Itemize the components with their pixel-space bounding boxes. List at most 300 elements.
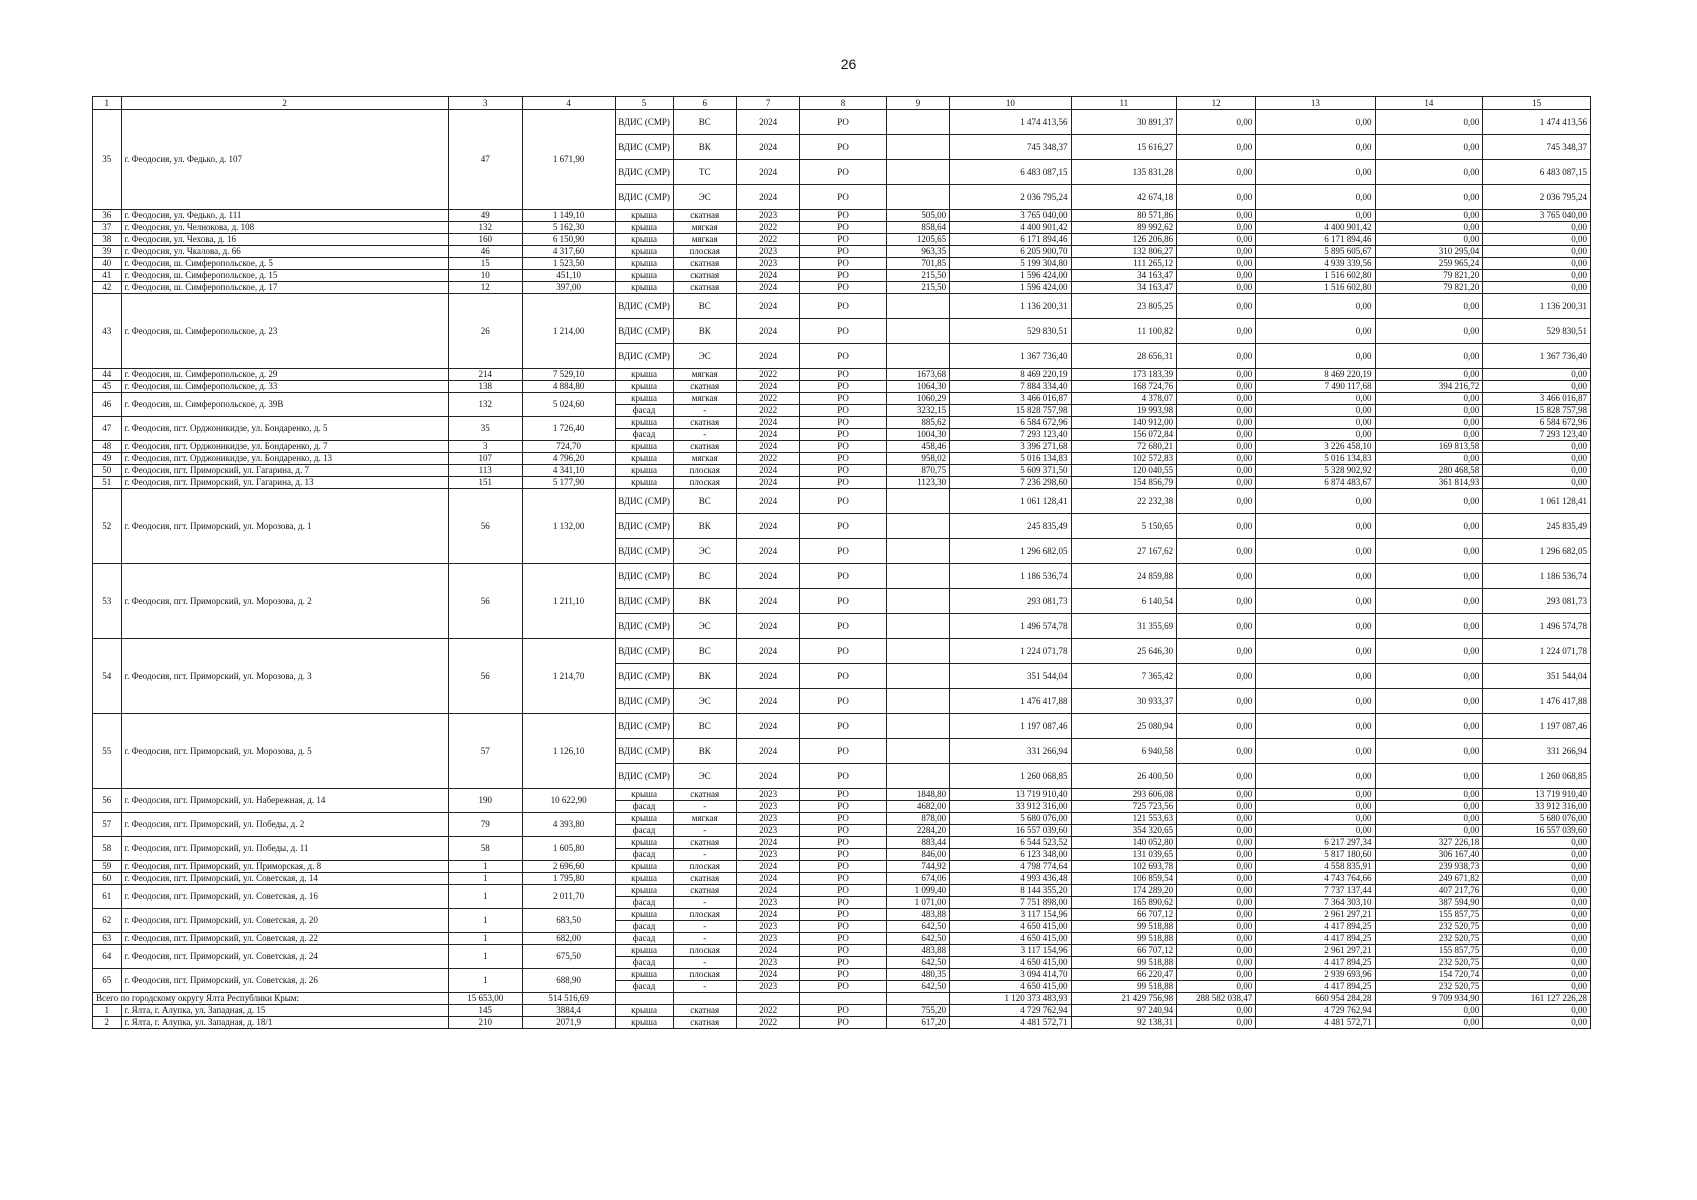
cost-cell: 1 596 424,00	[950, 282, 1071, 294]
regional-cell: 4 729 762,94	[1256, 1005, 1375, 1017]
cost-cell: 7 884 334,40	[950, 381, 1071, 393]
budget-cell: 0,00	[1177, 589, 1256, 614]
owners-cell: 0,00	[1483, 897, 1591, 909]
regional-cell: 4 400 901,42	[1256, 222, 1375, 234]
regional-cell: 0,00	[1256, 489, 1375, 514]
row-number-cell: 53	[93, 564, 122, 639]
year-cell: 2024	[736, 664, 799, 689]
fund-cell: 6 140,54	[1071, 589, 1177, 614]
budget-cell: 0,00	[1177, 210, 1256, 222]
regional-cell: 2 961 297,21	[1256, 909, 1375, 921]
type-cell: -	[673, 405, 736, 417]
address-cell: г. Феодосия, ш. Симферопольское, д. 33	[121, 381, 448, 393]
local-cell: 79 821,20	[1375, 282, 1483, 294]
area-cell: 2 011,70	[522, 885, 615, 909]
row-number-cell: 61	[93, 885, 122, 909]
volume-cell	[886, 539, 949, 564]
year-cell: 2023	[736, 933, 799, 945]
fund-cell: 23 805,25	[1071, 294, 1177, 319]
cost-cell: 15 828 757,98	[950, 405, 1071, 417]
row-number-cell: 62	[93, 909, 122, 933]
volume-cell: 883,44	[886, 837, 949, 849]
volume-cell: 963,35	[886, 246, 949, 258]
volume-cell: 958,02	[886, 453, 949, 465]
local-cell: 0,00	[1375, 417, 1483, 429]
element-cell: крыша	[615, 453, 673, 465]
cost-cell: 5 016 134,83	[950, 453, 1071, 465]
volume-cell	[886, 344, 949, 369]
local-cell: 232 520,75	[1375, 981, 1483, 993]
type-cell: мягкая	[673, 453, 736, 465]
table-row	[93, 282, 1591, 294]
table-row	[93, 945, 1591, 957]
year-cell: 2024	[736, 514, 799, 539]
regional-cell: 0,00	[1256, 739, 1375, 764]
volume-cell	[886, 110, 949, 135]
year-cell: 2024	[736, 589, 799, 614]
budget-cell: 0,00	[1177, 764, 1256, 789]
apartments-cell: 79	[448, 813, 522, 837]
regional-cell: 4 417 894,25	[1256, 981, 1375, 993]
budget-cell: 0,00	[1177, 639, 1256, 664]
method-cell: РО	[800, 258, 887, 270]
year-cell: 2022	[736, 405, 799, 417]
row-number-cell: 36	[93, 210, 122, 222]
volume-cell	[886, 689, 949, 714]
table-row	[93, 789, 1591, 801]
table-row	[93, 813, 1591, 825]
volume-cell: 701,85	[886, 258, 949, 270]
regional-cell: 0,00	[1256, 344, 1375, 369]
local-cell: 232 520,75	[1375, 933, 1483, 945]
table-row	[93, 453, 1591, 465]
element-cell: крыша	[615, 873, 673, 885]
method-cell: РО	[800, 921, 887, 933]
table-row	[93, 465, 1591, 477]
cost-cell: 33 912 316,00	[950, 801, 1071, 813]
type-cell: плоская	[673, 477, 736, 489]
type-cell: ВК	[673, 319, 736, 344]
fund-cell: 120 040,55	[1071, 465, 1177, 477]
cost-cell: 1 474 413,56	[950, 110, 1071, 135]
apartments-cell: 1	[448, 873, 522, 885]
regional-cell: 0,00	[1256, 664, 1375, 689]
fund-cell: 126 206,86	[1071, 234, 1177, 246]
local-cell: 259 965,24	[1375, 258, 1483, 270]
element-cell: крыша	[615, 1005, 673, 1017]
table-row	[93, 1005, 1591, 1017]
volume-cell: 1060,29	[886, 393, 949, 405]
regional-cell: 7 364 303,10	[1256, 897, 1375, 909]
cost-cell: 4 993 436,48	[950, 873, 1071, 885]
cost-cell: 4 650 415,00	[950, 921, 1071, 933]
element-cell: ВДИС (СМР)	[615, 564, 673, 589]
year-cell: 2024	[736, 739, 799, 764]
local-cell: 0,00	[1375, 344, 1483, 369]
volume-cell: 744,92	[886, 861, 949, 873]
regional-cell: 0,00	[1256, 801, 1375, 813]
cost-cell: 1 367 736,40	[950, 344, 1071, 369]
fund-cell: 99 518,88	[1071, 921, 1177, 933]
volume-cell: 755,20	[886, 1005, 949, 1017]
owners-cell: 3 466 016,87	[1483, 393, 1591, 405]
local-cell: 79 821,20	[1375, 270, 1483, 282]
volume-cell: 1064,30	[886, 381, 949, 393]
budget-cell: 0,00	[1177, 801, 1256, 813]
type-cell: ЭС	[673, 185, 736, 210]
regional-cell: 0,00	[1256, 160, 1375, 185]
row-number-cell: 41	[93, 270, 122, 282]
owners-cell: 6 584 672,96	[1483, 417, 1591, 429]
volume-cell	[886, 319, 949, 344]
table-row	[93, 873, 1591, 885]
address-cell: г. Феодосия, пгт. Приморский, ул. Гагарина, д. 13	[121, 477, 448, 489]
table-row	[93, 489, 1591, 514]
table-row	[93, 369, 1591, 381]
cost-cell: 4 650 415,00	[950, 933, 1071, 945]
local-cell: 0,00	[1375, 764, 1483, 789]
area-cell: 1 726,40	[522, 417, 615, 441]
fund-cell: 66 707,12	[1071, 945, 1177, 957]
method-cell: РО	[800, 789, 887, 801]
area-cell: 1 795,80	[522, 873, 615, 885]
type-cell: мягкая	[673, 369, 736, 381]
column-header: 11	[1071, 97, 1177, 110]
type-cell: -	[673, 801, 736, 813]
type-cell: мягкая	[673, 234, 736, 246]
element-cell: ВДИС (СМР)	[615, 319, 673, 344]
fund-cell: 27 167,62	[1071, 539, 1177, 564]
type-cell: ВК	[673, 135, 736, 160]
address-cell: г. Феодосия, пгт. Приморский, ул. Набережная, д. 14	[121, 789, 448, 813]
row-number-cell: 49	[93, 453, 122, 465]
element-cell: крыша	[615, 417, 673, 429]
volume-cell: 458,46	[886, 441, 949, 453]
local-cell: 0,00	[1375, 825, 1483, 837]
type-cell: скатная	[673, 873, 736, 885]
total-value-cell: 21 429 756,98	[1071, 993, 1177, 1005]
owners-cell: 6 483 087,15	[1483, 160, 1591, 185]
cost-cell: 1 224 071,78	[950, 639, 1071, 664]
method-cell: РО	[800, 539, 887, 564]
element-cell: крыша	[615, 222, 673, 234]
element-cell: крыша	[615, 210, 673, 222]
type-cell: ВС	[673, 639, 736, 664]
element-cell: крыша	[615, 270, 673, 282]
address-cell: г. Феодосия, ш. Симферопольское, д. 5	[121, 258, 448, 270]
fund-cell: 26 400,50	[1071, 764, 1177, 789]
cost-cell: 6 123 348,00	[950, 849, 1071, 861]
row-number-cell: 37	[93, 222, 122, 234]
method-cell: РО	[800, 417, 887, 429]
method-cell: РО	[800, 1005, 887, 1017]
total-label: Всего по городскому округу Ялта Республики Крым:	[93, 993, 449, 1005]
regional-cell: 6 874 483,67	[1256, 477, 1375, 489]
address-cell: г. Феодосия, ш. Симферопольское, д. 23	[121, 294, 448, 369]
owners-cell: 1 224 071,78	[1483, 639, 1591, 664]
address-cell: г. Ялта, г. Алупка, ул. Западная, д. 15	[121, 1005, 448, 1017]
method-cell: РО	[800, 933, 887, 945]
budget-cell: 0,00	[1177, 849, 1256, 861]
type-cell: ВС	[673, 489, 736, 514]
type-cell: скатная	[673, 381, 736, 393]
address-cell: г. Феодосия, пгт. Приморский, ул. Советская, д. 14	[121, 873, 448, 885]
regional-cell: 0,00	[1256, 714, 1375, 739]
budget-cell: 0,00	[1177, 246, 1256, 258]
regional-cell: 0,00	[1256, 135, 1375, 160]
year-cell: 2023	[736, 813, 799, 825]
element-cell: крыша	[615, 381, 673, 393]
apartments-cell: 145	[448, 1005, 522, 1017]
method-cell: РО	[800, 849, 887, 861]
empty-cell	[800, 993, 887, 1005]
regional-cell: 1 516 602,80	[1256, 270, 1375, 282]
owners-cell: 1 061 128,41	[1483, 489, 1591, 514]
volume-cell: 1673,68	[886, 369, 949, 381]
regional-cell: 2 961 297,21	[1256, 945, 1375, 957]
cost-cell: 3 117 154,96	[950, 945, 1071, 957]
element-cell: ВДИС (СМР)	[615, 614, 673, 639]
element-cell: ВДИС (СМР)	[615, 344, 673, 369]
local-cell: 387 594,90	[1375, 897, 1483, 909]
method-cell: РО	[800, 270, 887, 282]
volume-cell: 3232,15	[886, 405, 949, 417]
year-cell: 2023	[736, 849, 799, 861]
regional-cell: 5 328 902,92	[1256, 465, 1375, 477]
address-cell: г. Феодосия, ул. Чкалова, д. 66	[121, 246, 448, 258]
table-row	[93, 234, 1591, 246]
owners-cell: 0,00	[1483, 849, 1591, 861]
empty-cell	[673, 993, 736, 1005]
owners-cell: 351 544,04	[1483, 664, 1591, 689]
table-row	[93, 861, 1591, 873]
row-number-cell: 35	[93, 110, 122, 210]
cost-cell: 3 396 271,68	[950, 441, 1071, 453]
regional-cell: 5 016 134,83	[1256, 453, 1375, 465]
address-cell: г. Феодосия, пгт. Орджоникидзе, ул. Бондаренко, д. 5	[121, 417, 448, 441]
empty-cell	[736, 993, 799, 1005]
apartments-cell: 26	[448, 294, 522, 369]
total-apartments: 15 653,00	[448, 993, 522, 1005]
row-number-cell: 50	[93, 465, 122, 477]
owners-cell: 13 719 910,40	[1483, 789, 1591, 801]
local-cell: 0,00	[1375, 714, 1483, 739]
regional-cell: 4 417 894,25	[1256, 957, 1375, 969]
budget-cell: 0,00	[1177, 714, 1256, 739]
apartments-cell: 10	[448, 270, 522, 282]
fund-cell: 156 072,84	[1071, 429, 1177, 441]
owners-cell: 0,00	[1483, 441, 1591, 453]
year-cell: 2024	[736, 381, 799, 393]
method-cell: РО	[800, 381, 887, 393]
element-cell: ВДИС (СМР)	[615, 185, 673, 210]
year-cell: 2024	[736, 344, 799, 369]
type-cell: скатная	[673, 1005, 736, 1017]
row-number-cell: 64	[93, 945, 122, 969]
owners-cell: 3 765 040,00	[1483, 210, 1591, 222]
owners-cell: 1 367 736,40	[1483, 344, 1591, 369]
volume-cell	[886, 160, 949, 185]
address-cell: г. Феодосия, пгт. Приморский, ул. Победы, д. 2	[121, 813, 448, 837]
volume-cell	[886, 185, 949, 210]
regional-cell: 0,00	[1256, 825, 1375, 837]
owners-cell: 0,00	[1483, 885, 1591, 897]
budget-cell: 0,00	[1177, 837, 1256, 849]
volume-cell	[886, 514, 949, 539]
type-cell: плоская	[673, 861, 736, 873]
cost-cell: 5 680 076,00	[950, 813, 1071, 825]
page-number: 26	[840, 56, 857, 72]
element-cell: крыша	[615, 465, 673, 477]
local-cell: 0,00	[1375, 110, 1483, 135]
apartments-cell: 160	[448, 234, 522, 246]
owners-cell: 0,00	[1483, 381, 1591, 393]
regional-cell: 0,00	[1256, 813, 1375, 825]
owners-cell: 0,00	[1483, 861, 1591, 873]
volume-cell: 1848,80	[886, 789, 949, 801]
apartments-cell: 56	[448, 639, 522, 714]
table-row	[93, 294, 1591, 319]
volume-cell	[886, 739, 949, 764]
local-cell: 394 216,72	[1375, 381, 1483, 393]
fund-cell: 99 518,88	[1071, 957, 1177, 969]
volume-cell: 1123,30	[886, 477, 949, 489]
budget-cell: 0,00	[1177, 897, 1256, 909]
element-cell: фасад	[615, 825, 673, 837]
volume-cell: 617,20	[886, 1017, 949, 1029]
volume-cell	[886, 564, 949, 589]
total-value-cell: 660 954 284,28	[1256, 993, 1375, 1005]
local-cell: 0,00	[1375, 319, 1483, 344]
fund-cell: 11 100,82	[1071, 319, 1177, 344]
element-cell: крыша	[615, 885, 673, 897]
apartments-cell: 58	[448, 837, 522, 861]
regional-cell: 0,00	[1256, 417, 1375, 429]
owners-cell: 0,00	[1483, 873, 1591, 885]
local-cell: 0,00	[1375, 664, 1483, 689]
cost-cell: 4 481 572,71	[950, 1017, 1071, 1029]
year-cell: 2024	[736, 539, 799, 564]
volume-cell: 483,88	[886, 909, 949, 921]
budget-cell: 0,00	[1177, 381, 1256, 393]
owners-cell: 0,00	[1483, 909, 1591, 921]
cost-cell: 3 117 154,96	[950, 909, 1071, 921]
owners-cell: 0,00	[1483, 234, 1591, 246]
type-cell: -	[673, 921, 736, 933]
owners-cell: 0,00	[1483, 981, 1591, 993]
apartments-cell: 56	[448, 489, 522, 564]
budget-cell: 0,00	[1177, 885, 1256, 897]
method-cell: РО	[800, 294, 887, 319]
address-cell: г. Феодосия, пгт. Орджоникидзе, ул. Бондаренко, д. 7	[121, 441, 448, 453]
budget-cell: 0,00	[1177, 369, 1256, 381]
fund-cell: 25 646,30	[1071, 639, 1177, 664]
row-number-cell: 54	[93, 639, 122, 714]
regional-cell: 0,00	[1256, 614, 1375, 639]
fund-cell: 154 856,79	[1071, 477, 1177, 489]
owners-cell: 745 348,37	[1483, 135, 1591, 160]
type-cell: мягкая	[673, 813, 736, 825]
volume-cell	[886, 489, 949, 514]
fund-cell: 174 289,20	[1071, 885, 1177, 897]
method-cell: РО	[800, 861, 887, 873]
apartments-cell: 47	[448, 110, 522, 210]
budget-cell: 0,00	[1177, 135, 1256, 160]
apartments-cell: 1	[448, 969, 522, 993]
fund-cell: 106 859,54	[1071, 873, 1177, 885]
area-cell: 1 605,80	[522, 837, 615, 861]
area-cell: 1 671,90	[522, 110, 615, 210]
owners-cell: 293 081,73	[1483, 589, 1591, 614]
local-cell: 0,00	[1375, 393, 1483, 405]
table-row	[93, 222, 1591, 234]
owners-cell: 1 186 536,74	[1483, 564, 1591, 589]
fund-cell: 102 693,78	[1071, 861, 1177, 873]
year-cell: 2023	[736, 825, 799, 837]
method-cell: РО	[800, 813, 887, 825]
apartments-cell: 15	[448, 258, 522, 270]
address-cell: г. Ялта, г. Алупка, ул. Западная, д. 18/1	[121, 1017, 448, 1029]
apartments-cell: 132	[448, 222, 522, 234]
area-cell: 4 317,60	[522, 246, 615, 258]
fund-cell: 80 571,86	[1071, 210, 1177, 222]
budget-cell: 0,00	[1177, 945, 1256, 957]
budget-cell: 0,00	[1177, 405, 1256, 417]
table-row	[93, 417, 1591, 429]
column-header: 9	[886, 97, 949, 110]
total-value-cell: 161 127 226,28	[1483, 993, 1591, 1005]
method-cell: РО	[800, 441, 887, 453]
local-cell: 0,00	[1375, 429, 1483, 441]
element-cell: фасад	[615, 933, 673, 945]
volume-cell: 846,00	[886, 849, 949, 861]
total-value-cell: 1 120 373 483,93	[950, 993, 1071, 1005]
year-cell: 2023	[736, 957, 799, 969]
method-cell: РО	[800, 564, 887, 589]
apartments-cell: 56	[448, 564, 522, 639]
owners-cell: 1 476 417,88	[1483, 689, 1591, 714]
volume-cell: 870,75	[886, 465, 949, 477]
type-cell: скатная	[673, 270, 736, 282]
empty-cell	[886, 993, 949, 1005]
type-cell: скатная	[673, 282, 736, 294]
volume-cell: 4682,00	[886, 801, 949, 813]
row-number-cell: 58	[93, 837, 122, 861]
method-cell: РО	[800, 185, 887, 210]
address-cell: г. Феодосия, пгт. Орджоникидзе, ул. Бондаренко, д. 13	[121, 453, 448, 465]
type-cell: ЭС	[673, 539, 736, 564]
table-row	[93, 210, 1591, 222]
type-cell: ЭС	[673, 689, 736, 714]
owners-cell: 1 474 413,56	[1483, 110, 1591, 135]
method-cell: РО	[800, 246, 887, 258]
type-cell: -	[673, 849, 736, 861]
year-cell: 2024	[736, 294, 799, 319]
table-row	[93, 1017, 1591, 1029]
apartments-cell: 190	[448, 789, 522, 813]
regional-cell: 0,00	[1256, 393, 1375, 405]
type-cell: -	[673, 897, 736, 909]
element-cell: ВДИС (СМР)	[615, 514, 673, 539]
method-cell: РО	[800, 405, 887, 417]
method-cell: РО	[800, 837, 887, 849]
local-cell: 0,00	[1375, 453, 1483, 465]
cost-cell: 7 751 898,00	[950, 897, 1071, 909]
fund-cell: 92 138,31	[1071, 1017, 1177, 1029]
element-cell: фасад	[615, 801, 673, 813]
row-number-cell: 47	[93, 417, 122, 441]
budget-cell: 0,00	[1177, 441, 1256, 453]
